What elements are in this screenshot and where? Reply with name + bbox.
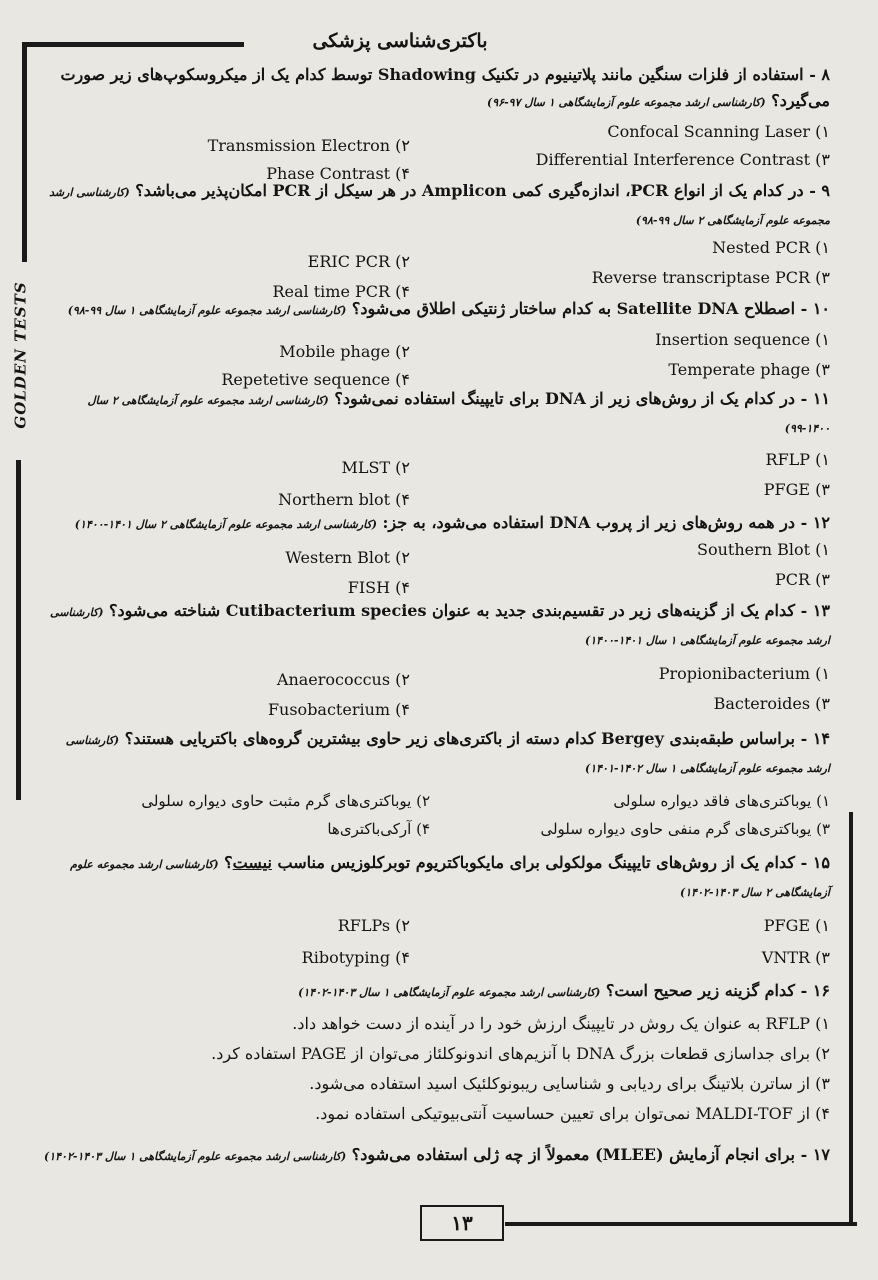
question-source: (کارشناسی ارشد مجموعه علوم آزمایشگاهی ۱ سال ۱۴۰۱-۱۴۰۰) [50, 606, 830, 647]
option-9-4[interactable]: Real time PCR (۴ [272, 282, 410, 301]
option-9-1[interactable]: Nested PCR (۱ [712, 238, 830, 257]
question-text: در کدام یک از انواع PCR، اندازه‌گیری کمی Amplicon در هر سیکل از PCR امکان‌پذیر می‌باشد؟ [135, 181, 804, 200]
option-8-1[interactable]: Confocal Scanning Laser (۱ [607, 122, 830, 141]
question-text: براساس طبقه‌بندی Bergey کدام دسته از باکتری‌های زیر حاوی بیشترین گروه‌های باکتریایی هستند؟ [124, 729, 796, 748]
option-8-4[interactable]: Phase Contrast (۴ [266, 164, 410, 183]
question-source: (کارشناسی ارشد مجموعه علوم آزمایشگاهی ۲ سال ۱۴۰۱-۱۴۰۰) [74, 518, 377, 531]
question-number: ۱۲ - [800, 513, 830, 532]
frame-left-rule-lower [16, 460, 21, 800]
frame-right-rule [849, 812, 853, 1226]
option-10-1[interactable]: Insertion sequence (۱ [655, 330, 830, 349]
option-16-1[interactable]: ۱) RFLP به عنوان یک روش در تایپینگ ارزش خود را در آینده از دست خواهد داد. [292, 1014, 830, 1033]
frame-bottom-rule [505, 1222, 857, 1226]
question-source: (کارشناسی ارشد مجموعه علوم آزمایشگاهی ۱ سال ۹۷-۹۶) [487, 96, 766, 109]
option-12-3[interactable]: PCR (۳ [775, 570, 830, 589]
question-text: کدام یک از گزینه‌های زیر در تقسیم‌بندی جدید به عنوان Cutibacterium species شناخته می‌شود؟ [109, 601, 796, 620]
question-17 [40, 1142, 830, 1170]
option-15-3[interactable]: VNTR (۳ [761, 948, 830, 967]
page-title: باکتری‌شناسی پزشکی [312, 30, 488, 52]
option-13-3[interactable]: Bacteroides (۳ [713, 694, 830, 713]
option-10-2[interactable]: Mobile phage (۲ [279, 342, 410, 361]
question-text: برای انجام آزمایش (MLEE) معمولاً از چه ژلی استفاده می‌شود؟ [351, 1145, 796, 1164]
question-text-underlined: نیست [232, 853, 272, 872]
option-9-2[interactable]: ERIC PCR (۲ [307, 252, 410, 271]
option-11-4[interactable]: Northern blot (۴ [278, 490, 410, 509]
option-16-2[interactable]: ۲) برای جداسازی قطعات بزرگ DNA با آنزیم‌های اندونوکلئاز می‌توان از PAGE استفاده کرد. [211, 1044, 830, 1063]
option-13-4[interactable]: Fusobacterium (۴ [267, 700, 410, 719]
side-label-text: GOLDEN TESTS [12, 281, 31, 429]
frame-top-rule [22, 42, 244, 47]
page-number: ۱۳ [420, 1205, 504, 1241]
question-12 [40, 510, 830, 538]
option-11-1[interactable]: RFLP (۱ [765, 450, 830, 469]
option-8-2[interactable]: Transmission Electron (۲ [207, 136, 410, 155]
question-number: ۱۰ - [800, 299, 830, 318]
question-number: ۸ - [809, 65, 830, 84]
option-12-4[interactable]: FISH (۴ [347, 578, 410, 597]
option-9-3[interactable]: Reverse transcriptase PCR (۳ [591, 268, 830, 287]
question-text: کدام گزینه زیر صحیح است؟ [605, 981, 796, 1000]
question-16 [40, 978, 830, 1006]
option-8-3[interactable]: Differential Interference Contrast (۳ [535, 150, 830, 169]
question-source: (کارشناسی ارشد مجموعه علوم آزمایشگاهی ۱ سال ۱۴۰۳-۱۴۰۲) [44, 1150, 347, 1163]
option-12-1[interactable]: Southern Blot (۱ [697, 540, 830, 559]
question-source: (کارشناسی ارشد مجموعه علوم آزمایشگاهی ۲ سال ۱۴۰۳-۱۴۰۲) [70, 858, 830, 899]
option-10-4[interactable]: Repetetive sequence (۴ [221, 370, 410, 389]
question-15 [40, 850, 830, 906]
question-source: (کارشناسی ارشد مجموعه علوم آزمایشگاهی ۲ سال ۹۹-۹۸) [49, 186, 830, 227]
question-13 [40, 598, 830, 654]
question-number: ۱۷ - [800, 1145, 830, 1164]
option-12-2[interactable]: Western Blot (۲ [285, 548, 410, 567]
option-13-1[interactable]: Propionibacterium (۱ [658, 664, 830, 683]
option-11-3[interactable]: PFGE (۳ [763, 480, 830, 499]
question-source: (کارشناسی ارشد مجموعه علوم آزمایشگاهی ۱ سال ۹۹-۹۸) [67, 304, 347, 317]
option-13-2[interactable]: Anaerococcus (۲ [276, 670, 410, 689]
option-14-1[interactable]: ۱) یوباکتری‌های فاقد دیواره سلولی [613, 792, 830, 810]
option-10-3[interactable]: Temperate phage (۳ [668, 360, 830, 379]
option-14-2[interactable]: ۲) یوباکتری‌های گرم مثبت حاوی دیواره سلولی [141, 792, 430, 810]
question-source: (کارشناسی ارشد مجموعه علوم آزمایشگاهی ۱ سال ۱۴۰۲-۱۴۰۱) [65, 734, 830, 775]
option-11-2[interactable]: MLST (۲ [341, 458, 410, 477]
question-text: استفاده از فلزات سنگین مانند پلاتینیوم در تکنیک Shadowing توسط کدام یک از میکروسکوپ‌های زیر صورت می‌گیرد؟ [60, 65, 830, 110]
question-text: کدام یک از روش‌های تایپینگ مولکولی برای مایکوباکتریوم توبرکلوزیس مناسب [277, 853, 796, 872]
option-15-2[interactable]: RFLPs (۲ [337, 916, 410, 935]
question-11 [40, 386, 830, 442]
option-15-1[interactable]: PFGE (۱ [763, 916, 830, 935]
question-10 [40, 296, 830, 324]
question-14 [40, 726, 830, 782]
question-number: ۹ - [809, 181, 830, 200]
question-number: ۱۴ - [800, 729, 830, 748]
question-number: ۱۱ - [800, 389, 830, 408]
question-number: ۱۶ - [800, 981, 830, 1000]
side-label [8, 280, 34, 430]
question-text: اصطلاح Satellite DNA به کدام ساختار ژنتیکی اطلاق می‌شود؟ [351, 299, 796, 318]
question-number: ۱۵ - [800, 853, 830, 872]
question-number: ۱۳ - [800, 601, 830, 620]
question-8 [40, 62, 830, 116]
question-9 [40, 178, 830, 234]
question-source: (کارشناسی ارشد مجموعه علوم آزمایشگاهی ۲ سال ۱۴۰۰-۹۹) [87, 394, 830, 435]
questions-area [40, 62, 830, 1202]
question-text: در کدام یک از روش‌های زیر از DNA برای تایپینگ استفاده نمی‌شود؟ [334, 389, 796, 408]
option-14-3[interactable]: ۳) یوباکتری‌های گرم منفی حاوی دیواره سلولی [540, 820, 830, 838]
question-text: در همه روش‌های زیر از پروب DNA استفاده می‌شود، به جز: [382, 513, 796, 532]
question-mark: ؟ [224, 853, 233, 872]
frame-left-rule [22, 42, 27, 262]
question-source: (کارشناسی ارشد مجموعه علوم آزمایشگاهی ۱ سال ۱۴۰۳-۱۴۰۲) [298, 986, 601, 999]
option-14-4[interactable]: ۴) آرکی‌باکتری‌ها [327, 820, 430, 838]
option-15-4[interactable]: Ribotyping (۴ [301, 948, 410, 967]
option-16-4[interactable]: ۴) از MALDI-TOF نمی‌توان برای تعیین حساسیت آنتی‌بیوتیکی استفاده نمود. [315, 1104, 830, 1123]
option-16-3[interactable]: ۳) از ساترن بلاتینگ برای ردیابی و شناسایی ریبونوکلئیک اسید استفاده می‌شود. [309, 1074, 830, 1093]
